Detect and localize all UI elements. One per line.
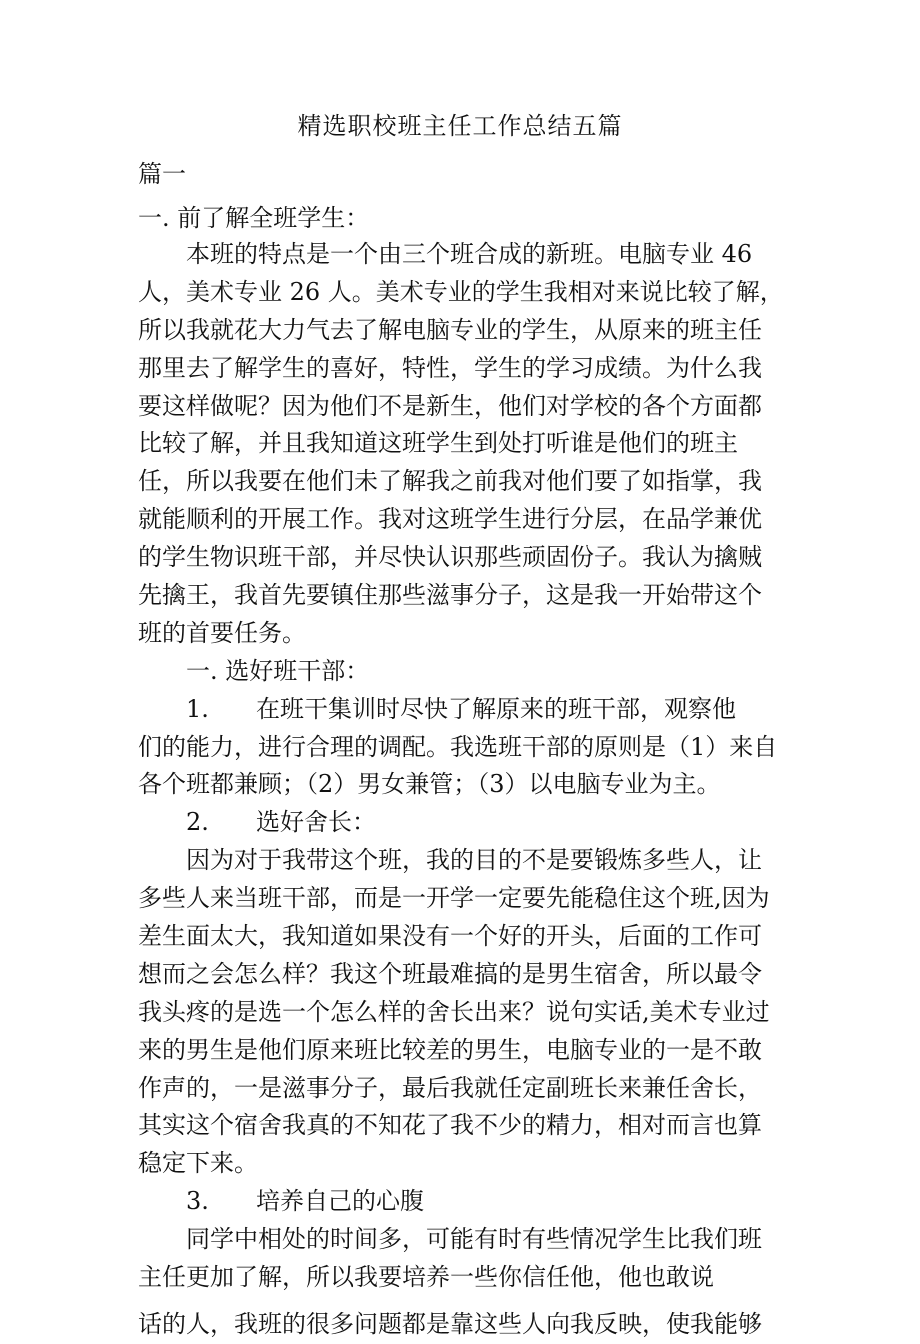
paragraph-line: 我头疼的是选一个怎么样的舍长出来？说句实话,美术专业过 [138,997,770,1026]
paragraph-line: 所以我就花大力气去了解电脑专业的学生，从原来的班主任 [138,315,762,344]
paragraph-line: 来的男生是他们原来班比较差的男生，电脑专业的一是不敢 [138,1035,762,1064]
part-heading: 篇一 [138,160,186,188]
item-text: 选好舍长： [256,808,376,837]
paragraph-line: 任，所以我要在他们未了解我之前我对他们要了如指掌，我 [138,467,762,496]
paragraph-line: 班的首要任务。 [138,618,306,647]
paragraph-line: 差生面太大，我知道如果没有一个好的开头，后面的工作可 [138,922,762,951]
subsection-heading: 一. 选好班干部： [186,656,370,685]
paragraph-line: 主任更加了解，所以我要培养一些你信任他，他也敢说 [138,1263,714,1292]
item-number: 2. [186,808,209,837]
paragraph-line: 们的能力，进行合理的调配。我选班干部的原则是（1）来自 [138,732,778,761]
paragraph-line: 就能顺利的开展工作。我对这班学生进行分层，在品学兼优 [138,505,762,534]
paragraph-line: 话的人，我班的很多问题都是靠这些人向我反映，使我能够 [138,1309,762,1338]
paragraph-line: 多些人来当班干部，而是一开学一定要先能稳住这个班,因为 [138,884,770,913]
section-heading: 一. 前了解全班学生： [138,204,370,232]
paragraph-line: 的学生物识班干部，并尽快认识那些顽固份子。我认为擒贼 [138,543,762,572]
paragraph-line: 稳定下来。 [138,1149,258,1178]
paragraph-line: 本班的特点是一个由三个班合成的新班。电脑专业 46 [186,240,753,268]
paragraph-line: 要这样做呢？因为他们不是新生，他们对学校的各个方面都 [138,391,762,420]
numbered-item [138,691,798,729]
paragraph-line: 作声的，一是滋事分子，最后我就任定副班长来兼任舍长， [138,1073,762,1102]
paragraph-line: 比较了解，并且我知道这班学生到处打听谁是他们的班主 [138,429,738,458]
numbered-item [138,804,798,842]
item-text: 培养自己的心腹 [256,1187,424,1216]
paragraph-line: 因为对于我带这个班，我的目的不是要锻炼多些人，让 [186,846,762,875]
document-body [138,236,798,1344]
line-gap [138,1297,798,1306]
item-number: 3. [186,1187,209,1216]
paragraph-line: 同学中相处的时间多，可能有时有些情况学生比我们班 [186,1225,762,1254]
paragraph-line: 想而之会怎么样？我这个班最难搞的是男生宿舍，所以最令 [138,959,762,988]
document-title: 精选职校班主任工作总结五篇 [297,112,623,140]
item-text: 在班干集训时尽快了解原来的班干部，观察他 [256,694,736,723]
paragraph-line: 各个班都兼顾；（2）男女兼管；（3）以电脑专业为主。 [138,770,721,799]
paragraph-line: 其实这个宿舍我真的不知花了我不少的精力，相对而言也算 [138,1111,762,1140]
item-number: 1. [186,694,209,723]
paragraph-line: 先擒王，我首先要镇住那些滋事分子，这是我一开始带这个 [138,581,762,610]
numbered-item [138,1183,798,1221]
paragraph-line: 那里去了解学生的喜好，特性，学生的学习成绩。为什么我 [138,353,762,382]
paragraph-line: 人，美术专业 26 人。美术专业的学生我相对来说比较了解， [138,277,784,306]
